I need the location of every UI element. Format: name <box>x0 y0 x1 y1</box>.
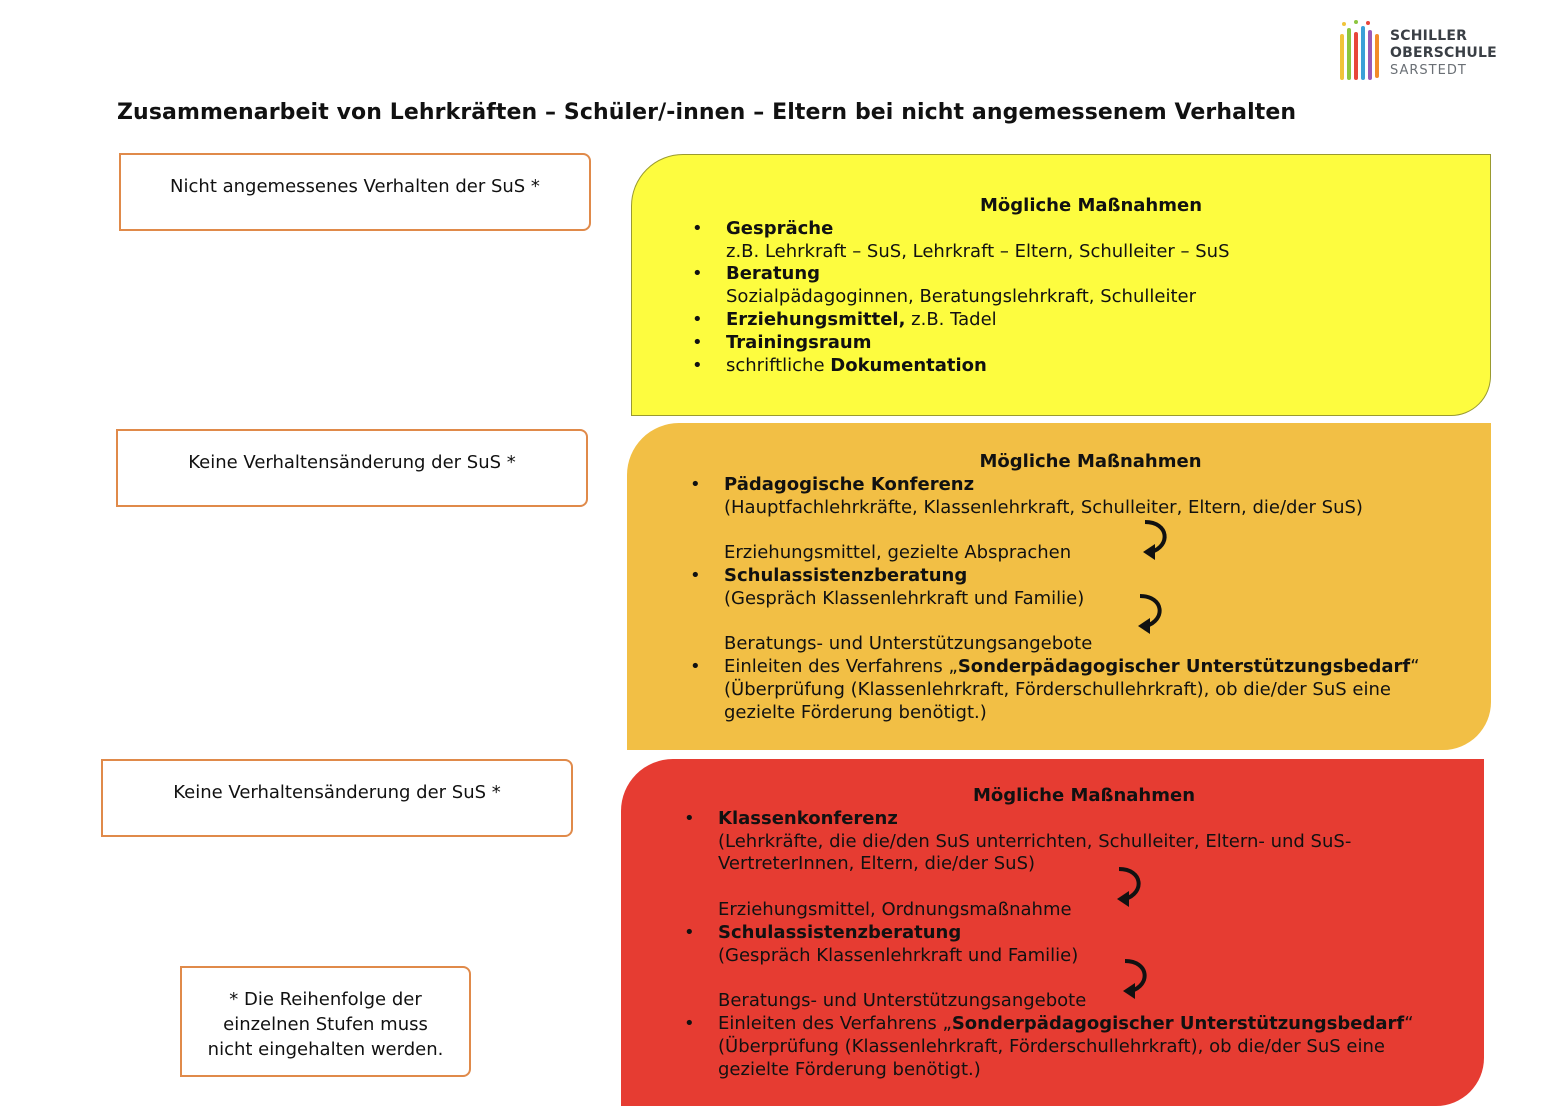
item-title: Sonderpädagogischer Unterstützungsbedarf <box>951 1012 1405 1034</box>
item-detail: (Gespräch Klassenlehrkraft und Familie) <box>718 944 1079 966</box>
item-detail: Beratungs- und Unterstützungsangebote <box>724 633 1093 655</box>
curved-arrow-icon <box>1139 516 1173 562</box>
measures-list <box>684 808 1484 1082</box>
item-title: • Klassenkonferenz <box>718 807 898 829</box>
item-prefix: Einleiten des Verfahrens „ <box>724 656 958 678</box>
list-item <box>692 309 1490 332</box>
stage-box-3: Keine Verhaltensänderung der SuS * <box>101 759 573 837</box>
measures-list <box>690 474 1491 725</box>
item-prefix: schriftliche <box>726 354 831 376</box>
item-detail: (Lehrkräfte, die die/den SuS unterrichten, Schulleiter, Eltern- und SuS- <box>718 830 1352 852</box>
item-title: • Schulassistenzberatung <box>724 564 968 586</box>
item-detail: gezielte Förderung benötigt.) <box>724 701 987 723</box>
item-detail: Erziehungsmittel, Ordnungsmaßnahme <box>718 898 1072 920</box>
item-prefix: Einleiten des Verfahrens „ <box>718 1012 952 1034</box>
item-title: • Beratung <box>726 263 821 285</box>
curved-arrow-icon <box>1113 863 1147 909</box>
item-title: • Pädagogische Konferenz <box>724 473 975 495</box>
item-detail: Beratungs- und Unterstützungsangebote <box>718 990 1087 1012</box>
measures-list <box>692 218 1490 378</box>
page-title: Zusammenarbeit von Lehrkräften – Schüler/-innen – Eltern bei nicht angemessenem Verhalten <box>117 100 1297 125</box>
item-title: • Schulassistenzberatung <box>718 921 962 943</box>
note-line-1: * Die Reihenfolge der <box>229 989 422 1010</box>
list-item <box>684 922 1484 1013</box>
logo-line-2: OBERSCHULE <box>1390 45 1497 61</box>
stage-box-2: Keine Verhaltensänderung der SuS * <box>116 429 588 507</box>
item-title: Dokumentation <box>830 354 987 376</box>
list-item <box>690 656 1491 724</box>
item-title: Erziehungsmittel, <box>726 308 906 330</box>
stage-box-1: Nicht angemessenes Verhalten der SuS * <box>119 153 591 231</box>
item-detail: z.B. Lehrkraft – SuS, Lehrkraft – Eltern, Schulleiter – SuS <box>726 240 1230 262</box>
list-item <box>690 474 1491 565</box>
item-detail: (Überprüfung (Klassenlehrkraft, Förderschullehrkraft), ob die/der SuS eine <box>718 1035 1385 1057</box>
item-detail: gezielte Förderung benötigt.) <box>718 1058 981 1080</box>
list-item <box>684 808 1484 922</box>
item-detail: VertreterInnen, Eltern, die/der SuS) <box>718 853 1036 875</box>
panel-heading: Mögliche Maßnahmen <box>979 195 1203 216</box>
school-logo <box>1336 14 1506 80</box>
logo-bars-icon <box>1336 20 1382 80</box>
item-detail: (Hauptfachlehrkräfte, Klassenlehrkraft, Schulleiter, Eltern, die/der SuS) <box>724 496 1363 518</box>
note-line-2: einzelnen Stufen muss <box>223 1014 428 1035</box>
measures-panel-yellow <box>631 154 1491 416</box>
list-item <box>692 355 1490 378</box>
list-item <box>692 332 1490 355</box>
measures-panel-orange <box>627 423 1491 750</box>
item-suffix: “ <box>1410 656 1420 678</box>
curved-arrow-icon <box>1134 590 1168 636</box>
curved-arrow-icon <box>1119 955 1153 1001</box>
item-detail: z.B. Tadel <box>905 308 997 330</box>
list-item <box>684 1013 1484 1081</box>
list-item <box>692 218 1490 264</box>
list-item <box>692 263 1490 309</box>
note-line-3: nicht eingehalten werden. <box>207 1039 444 1060</box>
measures-panel-red <box>621 759 1484 1106</box>
item-detail: (Gespräch Klassenlehrkraft und Familie) <box>724 587 1085 609</box>
panel-heading: Mögliche Maßnahmen <box>979 451 1202 472</box>
item-suffix: “ <box>1404 1012 1414 1034</box>
item-detail: Sozialpädagoginnen, Beratungslehrkraft, Schulleiter <box>726 286 1196 308</box>
logo-line-1: SCHILLER <box>1390 28 1468 44</box>
panel-heading: Mögliche Maßnahmen <box>972 785 1196 806</box>
logo-line-3: SARSTEDT <box>1390 63 1467 78</box>
item-detail: Erziehungsmittel, gezielte Absprachen <box>724 542 1072 564</box>
order-note-box <box>180 966 471 1077</box>
list-item <box>690 565 1491 656</box>
item-title: Sonderpädagogischer Unterstützungsbedarf <box>957 656 1411 678</box>
logo-text <box>1390 28 1497 79</box>
item-detail: (Überprüfung (Klassenlehrkraft, Förderschullehrkraft), ob die/der SuS eine <box>724 678 1391 700</box>
item-title: Trainingsraum <box>726 331 872 353</box>
item-title: • Gespräche <box>726 217 834 239</box>
